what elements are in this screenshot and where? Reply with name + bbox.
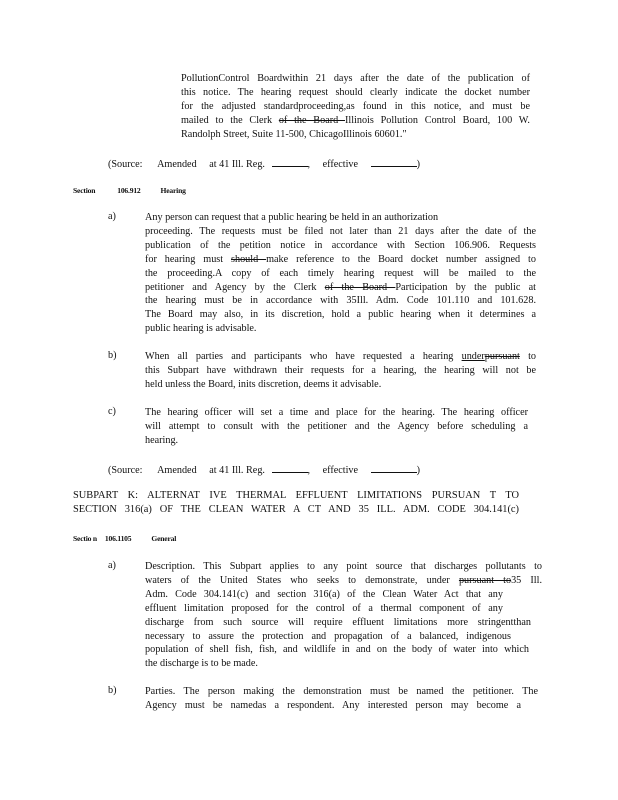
text-line: held unless the Board, inits discretion, deems it advisable. bbox=[145, 378, 382, 390]
blank-field bbox=[272, 462, 308, 473]
text-line: this Subpart have withdrawn their requests for a hearing, the hearing will not be bbox=[145, 364, 536, 376]
blank-field bbox=[272, 156, 308, 167]
text-line: Randolph Street, Suite 11-500, ChicagoIllinois 60601." bbox=[181, 128, 407, 140]
intro-paragraph bbox=[181, 72, 530, 142]
source-effective: effective bbox=[322, 465, 359, 476]
source-effective: effective bbox=[322, 159, 359, 170]
source-note: (Source: Amended at 41 Ill. Reg. , effective ) bbox=[108, 462, 420, 476]
paragraph-c bbox=[145, 406, 528, 448]
paragraph-label: c) bbox=[108, 406, 116, 417]
paragraph-label: a) bbox=[108, 560, 116, 571]
source-note: (Source: Amended at 41 Ill. Reg. , effective ) bbox=[108, 156, 420, 170]
text-line: SECTION 316(a) OF THE CLEAN WATER A CT AND 35 ILL. ADM. CODE 304.141(c) bbox=[73, 503, 519, 515]
struck-text: pursuant bbox=[484, 351, 520, 362]
struck-text: of the Board bbox=[324, 281, 396, 293]
paragraph-label: b) bbox=[108, 685, 117, 696]
text-segment: 35 Ill. bbox=[511, 574, 542, 586]
text-line: for the adjusted standardproceeding,as found in this notice, and must be bbox=[181, 100, 530, 112]
text-segment: make reference to the Board docket number assigned to bbox=[266, 253, 536, 265]
source-close: ) bbox=[416, 465, 421, 476]
text-segment: petitioner and Agency by the Clerk bbox=[145, 281, 325, 293]
text-line: The hearing officer will set a time and place for the hearing. The hearing officer bbox=[145, 407, 528, 418]
section-prefix: Section bbox=[73, 186, 96, 195]
source-label: (Source: bbox=[108, 159, 143, 170]
text-line bbox=[181, 114, 530, 128]
text-line: SUBPART K: ALTERNAT IVE THERMAL EFFLUENT LIMITATIONS PURSUAN T TO bbox=[73, 490, 519, 501]
text-line: Adm. Code 304.141(c) and section 316(a) of the Clean Water Act that any bbox=[145, 588, 503, 600]
blank-field bbox=[371, 156, 417, 167]
text-line: Any person can request that a public hearing be held in an authorization bbox=[145, 212, 439, 223]
text-line: public hearing is advisable. bbox=[145, 323, 257, 335]
source-amended: Amended bbox=[157, 465, 197, 476]
text-line: The Board may also, in its discretion, hold a public hearing when it determines a bbox=[145, 309, 536, 321]
text-line: proceeding. The requests must be filed not later than 21 days after the date of the bbox=[145, 225, 536, 237]
section-number: 106.912 bbox=[117, 186, 141, 195]
section-title: Hearing bbox=[160, 186, 186, 195]
text-segment: When all parties and participants who have requested a hearing bbox=[145, 351, 462, 362]
text-segment: to bbox=[519, 351, 536, 362]
text-segment: for hearing must bbox=[145, 253, 232, 265]
paragraph-a bbox=[145, 211, 536, 336]
text-line: Agency must be namedas a respondent. Any interested person may become a bbox=[145, 699, 521, 711]
text-line: hearing. bbox=[145, 434, 179, 446]
subpart-heading bbox=[73, 489, 519, 517]
text-segment: Participation by the public at bbox=[395, 281, 536, 293]
paragraph-parties bbox=[145, 685, 538, 713]
text-segment: Illinois Pollution Control Board, 100 W. bbox=[344, 114, 530, 126]
inserted-text: under bbox=[461, 351, 485, 362]
text-line bbox=[145, 574, 542, 588]
section-heading bbox=[73, 186, 186, 195]
paragraph-description bbox=[145, 560, 542, 671]
section-heading bbox=[73, 534, 176, 543]
text-line bbox=[145, 350, 536, 364]
struck-text: of the Board bbox=[278, 114, 345, 126]
source-label: (Source: bbox=[108, 465, 143, 476]
text-line: population of shell fish, fish, and wildlife in and on the body of water into which bbox=[145, 644, 529, 656]
text-line: publication of the petition notice in accordance with Section 106.906. Requests bbox=[145, 239, 536, 251]
text-line: the hearing must be in accordance with 35Ill. Adm. Code 101.110 and 101.628. bbox=[145, 295, 536, 307]
source-amended: Amended bbox=[157, 159, 197, 170]
text-line: effluent limitation proposed for the control of a thermal component of any bbox=[145, 602, 503, 614]
text-line: PollutionControl Boardwithin 21 days after the date of the publication of bbox=[181, 73, 530, 84]
struck-text: should bbox=[231, 253, 267, 265]
section-prefix: Sectio n bbox=[73, 534, 97, 543]
text-line: will attempt to consult with the petitioner and the Agency before scheduling a bbox=[145, 420, 528, 432]
text-line: this notice. The hearing request should clearly indicate the docket number bbox=[181, 86, 530, 98]
text-line: Description. This Subpart applies to any point source that discharges pollutants to bbox=[145, 561, 542, 572]
struck-text: pursuant to bbox=[458, 574, 512, 586]
text-line: necessary to assure the protection and propagation of a balanced, indigenous bbox=[145, 630, 511, 642]
paragraph-b bbox=[145, 350, 536, 392]
source-reg: at 41 Ill. Reg. bbox=[209, 159, 265, 170]
text-line: the proceeding.A copy of each timely hearing request will be mailed to the bbox=[145, 267, 536, 279]
section-title: General bbox=[151, 534, 177, 543]
text-line: discharge from such source will require effluent limitations more stringentthan bbox=[145, 616, 531, 628]
blank-field bbox=[371, 462, 417, 473]
text-line bbox=[145, 253, 536, 267]
source-close: ) bbox=[416, 159, 421, 170]
text-line: Parties. The person making the demonstration must be named the petitioner. The bbox=[145, 686, 538, 697]
source-reg: at 41 Ill. Reg. bbox=[209, 465, 265, 476]
text-line bbox=[145, 281, 536, 295]
text-segment: waters of the United States who seeks to demonstrate, under bbox=[145, 574, 459, 586]
paragraph-label: a) bbox=[108, 211, 116, 222]
text-line: the discharge is to be made. bbox=[145, 658, 258, 670]
section-number: 106.1105 bbox=[104, 534, 132, 543]
text-segment: mailed to the Clerk bbox=[181, 114, 279, 126]
paragraph-label: b) bbox=[108, 350, 117, 361]
